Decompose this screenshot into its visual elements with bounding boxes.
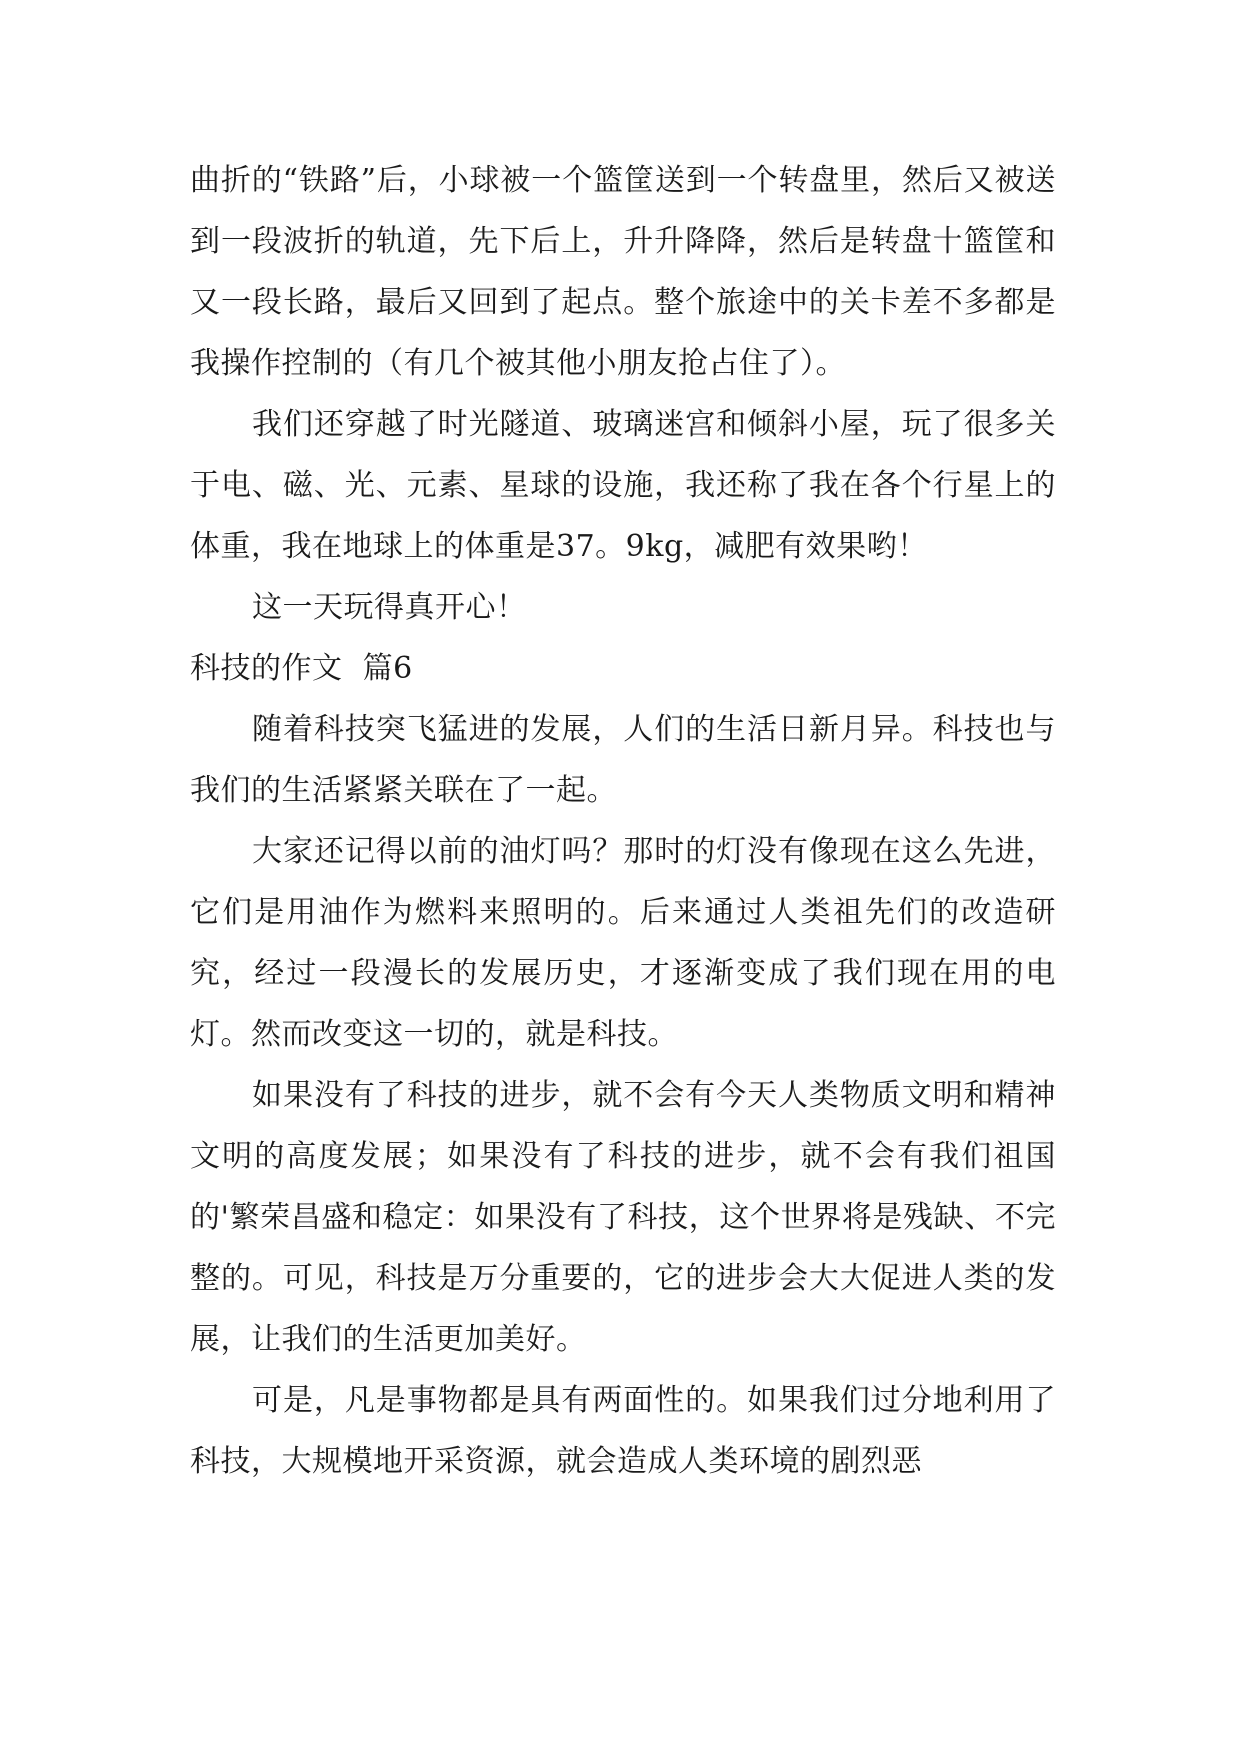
paragraph-track-journey: 曲折的“铁路”后，小球被一个篮筐送到一个转盘里，然后又被送到一段波折的轨道，先下后上，升升降降，然后是转盘十篮筐和又一段长路，最后又回到了起点。整个旅途中的关卡差不多都是我操作控制的（有几个被其他小朋友抢占住了）。: [190, 163, 1056, 381]
paragraph-oil-lamp: 大家还记得以前的油灯吗？那时的灯没有像现在这么先进，它们是用油作为燃料来照明的。后来通过人类祖先们的改造研究，经过一段漫长的发展历史，才逐渐变成了我们现在用的电灯。然而改变这一切的，就是科技。: [190, 834, 1056, 1052]
document-page: [190, 150, 1056, 1492]
section-title: 科技的作文 篇6: [190, 651, 413, 686]
paragraph-tech-progress: 随着科技突飞猛进的发展，人们的生活日新月异。科技也与我们的生活紧紧关联在了一起。: [190, 712, 1056, 808]
paragraph-happy-day: 这一天玩得真开心！: [252, 590, 527, 625]
paragraph-two-sides: 可是，凡是事物都是具有两面性的。如果我们过分地利用了科技，大规模地开采资源，就会造成人类环境的剧烈恶: [190, 1383, 1056, 1479]
paragraph-without-tech: 如果没有了科技的进步，就不会有今天人类物质文明和精神文明的高度发展；如果没有了科技的进步，就不会有我们祖国的'繁荣昌盛和稳定：如果没有了科技，这个世界将是残缺、不完整的。可见，科技是万分重要的，它的进步会大大促进人类的发展，让我们的生活更加美好。: [190, 1078, 1056, 1357]
paragraph-tunnel-maze: 我们还穿越了时光隧道、玻璃迷宫和倾斜小屋，玩了很多关于电、磁、光、元素、星球的设施，我还称了我在各个行星上的体重，我在地球上的体重是37。9kg，减肥有效果哟！: [190, 407, 1056, 564]
